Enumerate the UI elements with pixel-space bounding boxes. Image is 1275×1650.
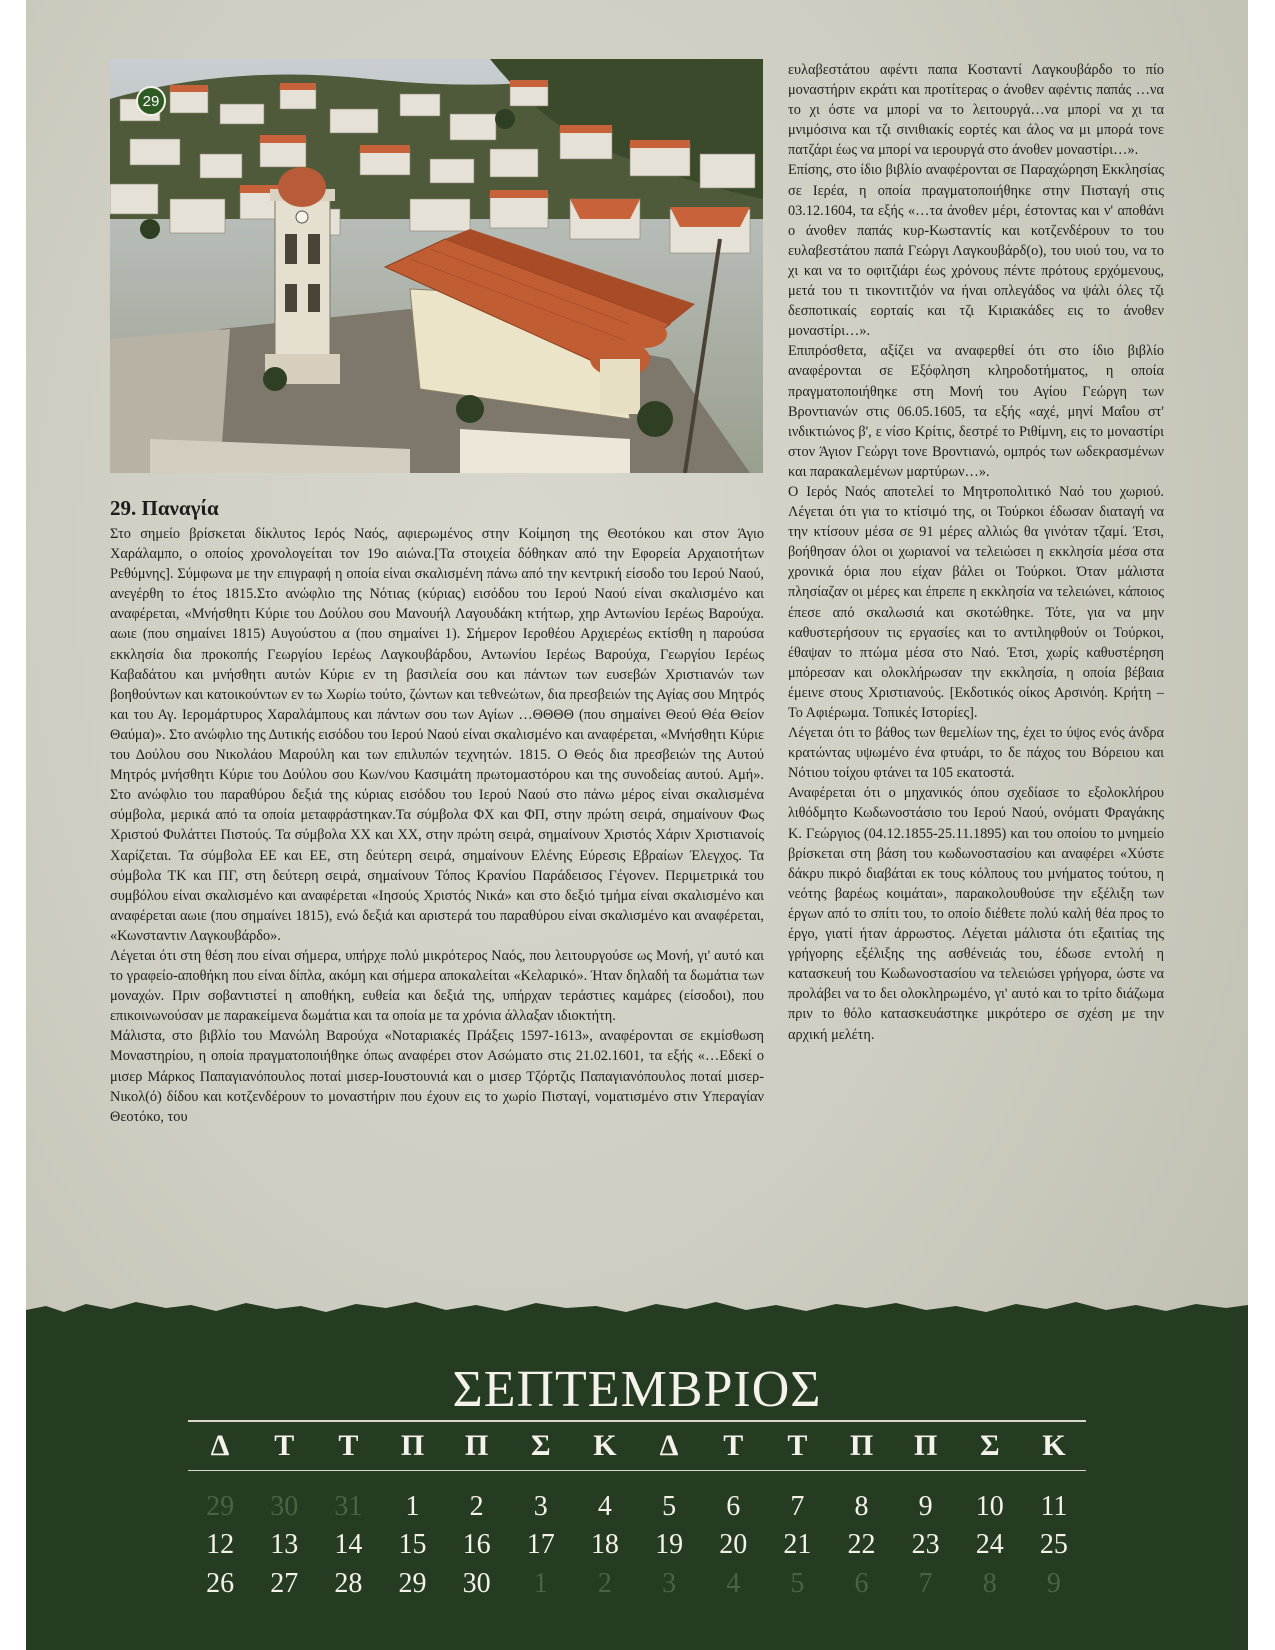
calendar-day: 23 — [911, 1529, 940, 1560]
calendar-day-outside-month: 9 — [1046, 1568, 1061, 1599]
paragraph: Λέγεται ότι στη θέση που είναι σήμερα, υπήρχε πολύ μικρότερος Ναός, που λειτουργούσε ως Μονή, γι' αυτό και το γραφείο-αποθήκη που είναι δίπλα, ακόμη και σήμερα αποκαλείται «Κελαρικό». Ήταν δηλαδή τα δωμάτια των μοναχών. Πριν σοβαντιστεί η αποθήκη, ευθεία και δεξιά της, υπήρχαν τεράστιες καμάρες (είσοδοι), που επικοινωνούσαν με παρακείμενα δωμάτια και τα οποία με τα χρόνια άλλαξαν ιδιοκτήτη. — [110, 947, 764, 1025]
calendar-divider — [188, 1420, 1086, 1422]
weekday-label: Δ — [210, 1429, 230, 1462]
weekday-label: Τ — [723, 1429, 744, 1462]
calendar-week-row — [188, 1565, 1086, 1603]
weekday-label: Τ — [787, 1429, 808, 1462]
calendar-day: 18 — [590, 1529, 619, 1560]
calendar-day: 6 — [726, 1491, 741, 1522]
calendar-day-outside-month: 6 — [854, 1568, 869, 1599]
weekday-label: Π — [849, 1429, 874, 1462]
calendar-day: 4 — [597, 1491, 612, 1522]
calendar-day: 17 — [526, 1529, 555, 1560]
weekday-label: Δ — [659, 1429, 679, 1462]
calendar-day: 3 — [533, 1491, 548, 1522]
paragraph: Λέγεται ότι το βάθος των θεμελίων της, έχει το ύψος ενός άνδρα κρατώντας υψωμένο ένα φτυάρι, το δε πάχος του Βόρειου και Νότιου τοίχου φτάνει τα 105 εκατοστά. — [788, 725, 1164, 782]
photo-illustration — [110, 59, 763, 473]
calendar-day: 25 — [1039, 1529, 1068, 1560]
calendar-day-outside-month: 4 — [726, 1568, 741, 1599]
weekday-label: Π — [913, 1429, 938, 1462]
paragraph: Ο Ιερός Ναός αποτελεί το Μητροπολιτικό Ναό του χωριού. Λέγεται ότι για το κτίσιμό της, οι Τούρκοι έδωσαν διαταγή να την κτίσουν μέσα σε 91 μέρες αλλιώς θα γινόταν τζαμί. Έτσι, βοήθησαν όλοι οι χωριανοί να τελειώσει η εκκλησία μέσα στα χρονικά όρια που είχαν βάλει οι Τούρκοι. Όταν μάλιστα πλησίαζαν οι μέρες και έπρεπε η εκκλησία να τελειώνει, κάποιος έπεσε από σκαλωσιά και σκοτώθηκε. Τότε, για να μην καθυστερήσουν τις εργασίες και το αντιληφθούν οι Τούρκοι, έθαψαν το πτώμα μέσα στο Ναό. Έτσι, χωρίς καθυστέρηση μπόρεσαν και ολοκλήρωσαν την εκκλησία, η οποία βέβαια έμεινε στους Χριστιανούς. [Εκδοτικός οίκος Αρσινόη. Κρήτη – Το Αφιέρωμα. Τοπικές Ιστορίες]. — [788, 483, 1164, 721]
calendar-day-outside-month: 29 — [206, 1491, 235, 1522]
calendar-day: 5 — [662, 1491, 677, 1522]
calendar-day: 11 — [1040, 1491, 1068, 1522]
calendar-day: 9 — [918, 1491, 933, 1522]
calendar-day: 22 — [847, 1529, 876, 1560]
calendar-day: 27 — [270, 1568, 299, 1599]
right-column-text — [788, 60, 1164, 1045]
calendar-day: 13 — [270, 1529, 299, 1560]
paragraph: Επίσης, στο ίδιο βιβλίο αναφέρονται σε Παραχώρηση Εκκλησίας σε Ιερέα, η οποία πραγματοποιήθηκε στην Πισταγή στις 03.12.1604, τα εξής «…τα άνοθεν μέρι, έστοντας και ν' αποθάνι ο άνοθεν παπάς κυρ-Κωσταντίς και κοτζενδέρουν το του ευλαβεστάτου παπά Γεώργι Λαγκουβάρδ(ο), του υιού του, να το χι και να το οφιτζιάρι έως χρόνους πέντε πρότους ερχόμενους, μετά του τι τικοντιτζιόν να ήναι οπλεγάδος να ψάλι όλες τζι δεσποτικαίς εορταίς και τζι Κιριακάδες εις το άνοθεν μοναστίρι…». — [788, 162, 1164, 340]
weekday-label: Π — [400, 1429, 425, 1462]
calendar-day: 12 — [206, 1529, 235, 1560]
calendar-day: 1 — [405, 1491, 420, 1522]
calendar-day: 10 — [975, 1491, 1004, 1522]
calendar-day-outside-month: 7 — [918, 1568, 933, 1599]
calendar-day-outside-month: 30 — [270, 1491, 299, 1522]
paragraph: ευλαβεστάτου αφέντι παπα Κοσταντί Λαγκουβάρδο το πίο μοναστήριν εκράτι και προτίτερας ο άνοθεν αφέντις παπάς …να το χι όστε να μπορί να το λειτουργά…να μπορί να χι τα μνιμόσινα και τζι σινιθιακίς εορτές και άλος να μι μπορά τονε πατζάρι έως να μπορί να ιερουργά στο άνοθεν μοναστίρι…». — [788, 62, 1164, 159]
calendar-divider — [188, 1470, 1086, 1471]
weekday-label: Κ — [1042, 1429, 1066, 1462]
calendar-day: 21 — [783, 1529, 812, 1560]
calendar-day: 16 — [462, 1529, 491, 1560]
month-title: ΣΕΠΤΕΜΒΡΙΟΣ — [452, 1361, 822, 1418]
calendar-day: 24 — [975, 1529, 1004, 1560]
calendar-day: 30 — [462, 1568, 491, 1599]
weekday-header-row — [188, 1424, 1086, 1468]
weekday-label: Σ — [979, 1429, 1000, 1462]
calendar-week-row — [188, 1488, 1086, 1526]
left-column-text — [110, 495, 764, 1127]
calendar-day-outside-month: 1 — [533, 1568, 548, 1599]
calendar-day: 29 — [398, 1568, 427, 1599]
calendar-day-outside-month: 2 — [597, 1568, 612, 1599]
calendar-day: 26 — [206, 1568, 235, 1599]
church-aerial-photo — [110, 59, 763, 473]
torn-paper-edge — [26, 1296, 1248, 1322]
weekday-label: Π — [464, 1429, 489, 1462]
calendar-day: 7 — [790, 1491, 805, 1522]
calendar-day-outside-month: 3 — [662, 1568, 677, 1599]
weekday-label: Τ — [338, 1429, 359, 1462]
calendar-panel — [26, 1318, 1248, 1650]
calendar-day-outside-month: 8 — [982, 1568, 997, 1599]
paragraph: Επιπρόσθετα, αξίζει να αναφερθεί ότι στο ίδιο βιβλίο αναφέρονται σε Εξόφληση κληροδοτήματος, η οποία πραγματοποιήθηκε στη Μονή του Αγίου Γεώργη των Βροντιανών στις 06.05.1605, τα εξής «αχέ, μηνί Μαΐου στ' ινδικτιώνος β', ε νίσο Κρίτις, δεστρέ το Ριθίμνη, εις το μοναστίρι στον Άγιον Γεώργι τονε Βροντιανώ, ομπρός των ωδεκρασμένων και παρακαλεμένων μαρτύρων…». — [788, 343, 1164, 480]
weekday-label: Κ — [593, 1429, 617, 1462]
calendar-day: 20 — [719, 1529, 748, 1560]
page — [26, 0, 1248, 1650]
calendar-day: 2 — [469, 1491, 484, 1522]
calendar-day: 8 — [854, 1491, 869, 1522]
calendar-day: 19 — [655, 1529, 684, 1560]
paragraph: Στο σημείο βρίσκεται δίκλυτος Ιερός Ναός, αφιερωμένος στην Κοίμηση της Θεοτόκου και στον Άγιο Χαράλαμπο, ο οποίος χρονολογείται τον 19ο αιώνα.[Τα στοιχεία δόθηκαν από την Εφορεία Αρχαιοτήτων Ρεθύμνης]. Σύμφωνα με την επιγραφή η οποία είναι σκαλισμένη πάνω από την κεντρική είσοδο του Ιερού Ναού, ανεγέρθη το έτος 1815.Στο ανώφλιο της Νότιας (κύριας) εισόδου του Ιερού Ναού είναι σκαλισμένο και αναφέρεται, «Μνήσθητι Κύριε του Δούλου σου Μανουήλ Λαγουδάκη κτήτωρ, χηρ Αντωνίου Ιερέως Βαρούχα. αωιε (που σημαίνει 1815) Αυγούστου α (που σημαίνει 1). Σήμερον Ιεροθέου Αρχιερέως εκτίσθη η παρούσα εκκλησία δια προκοπής Γεωργίου Ιερέως Λαγκουβάρδου, Αντωνίου Ιερέως Βαρούχα, Γεωργίου Ιερέως Καβαδάτου και μνήσθητι αυτών Κύριε εν τη βασιλεία σου και πάντων των ευσεβών Χριστιανών των βοηθούντων και κατοικούντων εν τω Χωρίω τούτο, ζώντων και τεθνεώτων, δια πρεσβειών της Αγίας σου Μητρός και του Αγ. Ιερομάρτυρος Χαραλάμπους και πάντων σου των Αγίων …ΘΘΘΘ (που σημαίνει Θεού Θέα Θείον Θαύμα)». Στο ανώφλιο της Δυτικής εισόδου του Ιερού Ναού είναι σκαλισμένο και αναφέρεται, «Μνήσθητι Κύριε του Δούλου σου Νικολάου Μαρούλη και των επιλυπών τεχνητών. 1815. Ο Θεός δια πρεσβειών της Αυτού Μητρός μνήσθητι Κύριε του Δούλου σου Κων/νου Κασιμάτη πρωτομαστόρου και της συνοδείας αυτού. Αμή». Στο ανώφλιο του παραθύρου δεξιά της κύριας εισόδου του Ιερού Ναού στο πάνω μέρος είναι σκαλισμένα σύμβολα, μερικά από τα οποία μεταφράστηκαν.Τα σύμβολα ΦΧ και ΦΠ, στην πρώτη σειρά, σημαίνουν Φως Χριστού Φυλάττει Πιστούς. Τα σύμβολα ΧΧ και ΧΧ, στην πρώτη σειρά, σημαίνουν Χριστός Χάριν Χριστιανοίς Χαρίζεται. Τα σύμβολα ΕΕ και ΕΕ, στη δεύτερη σειρά, σημαίνουν Ελένης Εύρεσις Εβραίων Έλεγχος. Τα σύμβολα ΤΚ και ΠΓ, στη δεύτερη σειρά, σημαίνουν Τόπος Κρανίου Παράδεισος Γέγονεν. Περιμετρικά του συμβόλου είναι σκαλισμένο και αναφέρεται «Ιησούς Χριστός Νικά» και στο δεξιό τμήμα είναι σκαλισμένο και αναφέρεται αωιε (που σημαίνει 1815), ενώ δεξιά και αριστερά του παραθύρου είναι σκαλισμένο και αναφέρεται, «Κωνσταντιν Λαγκουβάρδο». — [110, 526, 764, 944]
calendar-day: 28 — [334, 1568, 363, 1599]
photo-number-badge: 29 — [136, 86, 166, 116]
weekday-label: Σ — [530, 1429, 551, 1462]
weekday-label: Τ — [274, 1429, 295, 1462]
calendar-day: 15 — [398, 1529, 427, 1560]
paragraph: Αναφέρεται ότι ο μηχανικός όπου σχεδίασε το εξολοκλήρου λιθόδμητο Κωδωνοστάσιο του Ιερού Ναού, ονόματι Φραγάκης Κ. Γεώργιος (04.12.1855-25.11.1895) και του οποίου το μνημείο βρίσκεται στη βάση του κωδωνοστασίου και αναφέρει «Χύστε δάκρυ πικρό διαβάται εκ τους κόλπους του μνήματος τούτου, η νεότης βαρέως κοιμάται», παρακολουθούσε την εξέλιξη των έργων από το σπίτι του, το οποίο διέθετε πολύ καλή θέα προς το έργο, γιατί ήταν άρρωστος. Λέγεται μάλιστα ότι εξαιτίας της γρήγορης εξέλιξης της ασθένειάς του, έδωσε εντολή η κατασκευή του Κωδωνοστασίου να τελειώσει γρήγορα, ώστε να προλάβει να το δει ολοκληρωμένο, γι' αυτό και το τρίτο διάζωμα πριν το θόλο κατασκευάστηκε μικρότερο σε σχέση με την αρχική μελέτη. — [788, 785, 1164, 1043]
paragraph: Μάλιστα, στο βιβλίο του Μανώλη Βαρούχα «Νοταριακές Πράξεις 1597-1613», αναφέρονται σε εκμίσθωση Μοναστηρίου, η οποία πραγματοποιήθηκε όπως αναφέρει στον Ασώματο στις 21.02.1601, τα εξής «…Εδεκί ο μισερ Μάρκος Παπαγιανόπουλος ποταί μισερ-Ιουστουνιά και ο μισερ Τζόρτζις Παπαγιανόπουλος ποταί μισερ-Νικολ(ό) δίδου και κοτζενδέρουν το μοναστήριν που έχουν εις το χωρίο Πισταγί, νοματισμένο στιν Υπεραγίαν Θεοτόκο, του — [110, 1028, 764, 1125]
calendar-day-outside-month: 5 — [790, 1568, 805, 1599]
calendar-week-row — [188, 1526, 1086, 1564]
calendar-day-outside-month: 31 — [334, 1491, 363, 1522]
section-title: 29. Παναγία — [110, 496, 219, 520]
calendar-day: 14 — [334, 1529, 363, 1560]
